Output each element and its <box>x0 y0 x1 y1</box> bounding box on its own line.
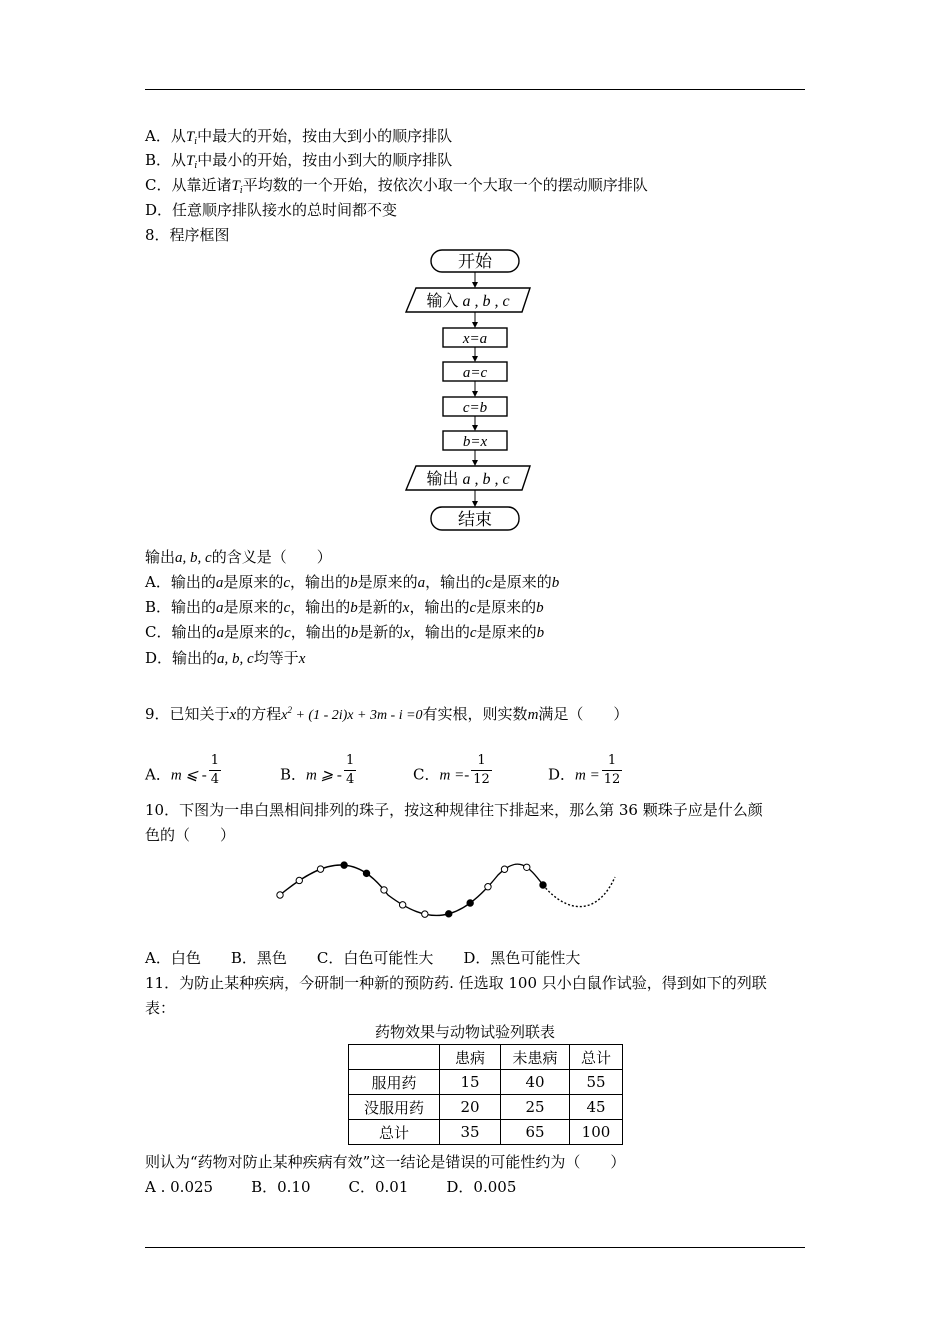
q9-stem: 9．已知关于x的方程$x^2 + (1 - 2i)x + 3m - i =0$有实根，则实数m满足（ ） <box>145 705 629 723</box>
table-cell: 患病 <box>440 1045 501 1070</box>
q10-option-b: B．黑色 <box>230 949 287 967</box>
flow-end-text: 结束 <box>458 510 492 529</box>
q10-stem-line2: 色的（ ） <box>145 826 236 844</box>
q11-stem-line1: 11．为防止某种疾病，今研制一种新的预防药. 任选取 100 只小白鼠作试验，得到如下的列联 <box>145 974 767 992</box>
q11-option-b: B．0.10 <box>251 1178 311 1196</box>
q7-option-c: C．从靠近诸$T_i$平均数的一个开始，按依次小取一个大取一个的摆动顺序排队 <box>145 176 648 196</box>
bead-white <box>501 866 507 872</box>
q8-title: 8．程序框图 <box>145 226 230 244</box>
bead-black <box>540 882 546 888</box>
bead-white <box>296 877 302 883</box>
table-title: 药物效果与动物试验列联表 <box>375 1023 556 1041</box>
q10-options <box>145 948 580 968</box>
q8-option-c: C．输出的a是原来的c，输出的b是新的x，输出的c是原来的b <box>145 623 545 641</box>
q9-option-b: B．m ⩾ - $\frac{1}{4}$ <box>280 753 355 787</box>
header-rule <box>145 89 805 90</box>
table-cell: 15 <box>440 1070 501 1095</box>
footer-rule <box>145 1247 805 1248</box>
bead-black <box>341 862 347 868</box>
bead-white <box>317 866 323 872</box>
q9-options <box>145 752 665 794</box>
table-cell: 总计 <box>570 1045 623 1070</box>
table-cell: 未患病 <box>501 1045 570 1070</box>
flow-step-1-text: x=a <box>462 331 488 347</box>
flowchart <box>400 246 540 536</box>
q11-option-c: C．0.01 <box>348 1178 409 1196</box>
q10-option-d: D．黑色可能性大 <box>463 949 581 967</box>
flow-input-text: 输入 a , b , c <box>426 293 510 310</box>
bead-white <box>524 864 530 870</box>
bead-white <box>485 884 491 890</box>
q7-option-d: D．任意顺序排队接水的总时间都不变 <box>145 201 398 219</box>
q10-stem-line1: 10．下图为一串白黑相间排列的珠子，按这种规律往下排起来，那么第 36 颗珠子应是什么颜 <box>145 801 763 819</box>
bead-black <box>363 870 369 876</box>
table-cell: 45 <box>570 1095 623 1120</box>
contingency-table <box>348 1044 623 1145</box>
q10-option-c: C．白色可能性大 <box>316 949 434 967</box>
bead-black <box>467 900 473 906</box>
table-cell: 35 <box>440 1120 501 1145</box>
bead-white <box>399 902 405 908</box>
bead-black <box>446 911 452 917</box>
table-cell: 服用药 <box>349 1070 440 1095</box>
table-cell: 100 <box>570 1120 623 1145</box>
bead-thread-continuation <box>543 877 615 907</box>
q8-stem: 输出a, b, c的含义是（ ） <box>145 548 332 566</box>
table-cell: 40 <box>501 1070 570 1095</box>
q11-option-d: D．0.005 <box>446 1178 517 1196</box>
table-row <box>349 1120 623 1145</box>
flow-output-text: 输出 a , b , c <box>426 471 510 488</box>
bead-white <box>381 887 387 893</box>
bead-string <box>268 855 628 935</box>
q11-question: 则认为“药物对防止某种疾病有效”这一结论是错误的可能性约为（ ） <box>145 1153 626 1171</box>
q9-equation: $x^2 + (1 - 2i)x + 3m - i =0$ <box>281 705 423 723</box>
q10-option-a: A．白色 <box>145 949 201 967</box>
table-cell: 65 <box>501 1120 570 1145</box>
q8-option-b: B．输出的a是原来的c，输出的b是新的x，输出的c是原来的b <box>145 598 544 616</box>
table-header-row <box>349 1045 623 1070</box>
flow-start-text: 开始 <box>458 252 492 271</box>
q9-option-c: C．m =- $\frac{1}{12}$ <box>413 753 490 787</box>
table-cell <box>349 1045 440 1070</box>
table-cell: 20 <box>440 1095 501 1120</box>
table-cell: 没服用药 <box>349 1095 440 1120</box>
q9-option-a: A．m ⩽ - $\frac{1}{4}$ <box>145 753 220 787</box>
q7-option-a: A．从$T_i$中最大的开始，按由大到小的顺序排队 <box>145 127 453 147</box>
table-cell: 25 <box>501 1095 570 1120</box>
table-cell: 总计 <box>349 1120 440 1145</box>
q8-option-a: A．输出的a是原来的c，输出的b是原来的a，输出的c是原来的b <box>145 573 560 591</box>
q11-options <box>145 1177 516 1197</box>
q7-option-b: B．从$T_i$中最小的开始，按由小到大的顺序排队 <box>145 151 453 171</box>
q11-stem-line2: 表： <box>145 999 176 1017</box>
bead-white <box>422 911 428 917</box>
table-cell: 55 <box>570 1070 623 1095</box>
flow-step-3-text: c=b <box>462 400 488 416</box>
table-row <box>349 1070 623 1095</box>
q9-option-d: D．m = $\frac{1}{12}$ <box>548 753 621 787</box>
flow-step-4-text: b=x <box>462 434 488 450</box>
q8-option-d: D．输出的a, b, c均等于x <box>145 649 306 667</box>
table-row <box>349 1095 623 1120</box>
bead-white <box>277 892 283 898</box>
q11-option-a: A . 0.025 <box>145 1178 214 1196</box>
flow-step-2-text: a=c <box>462 365 488 381</box>
